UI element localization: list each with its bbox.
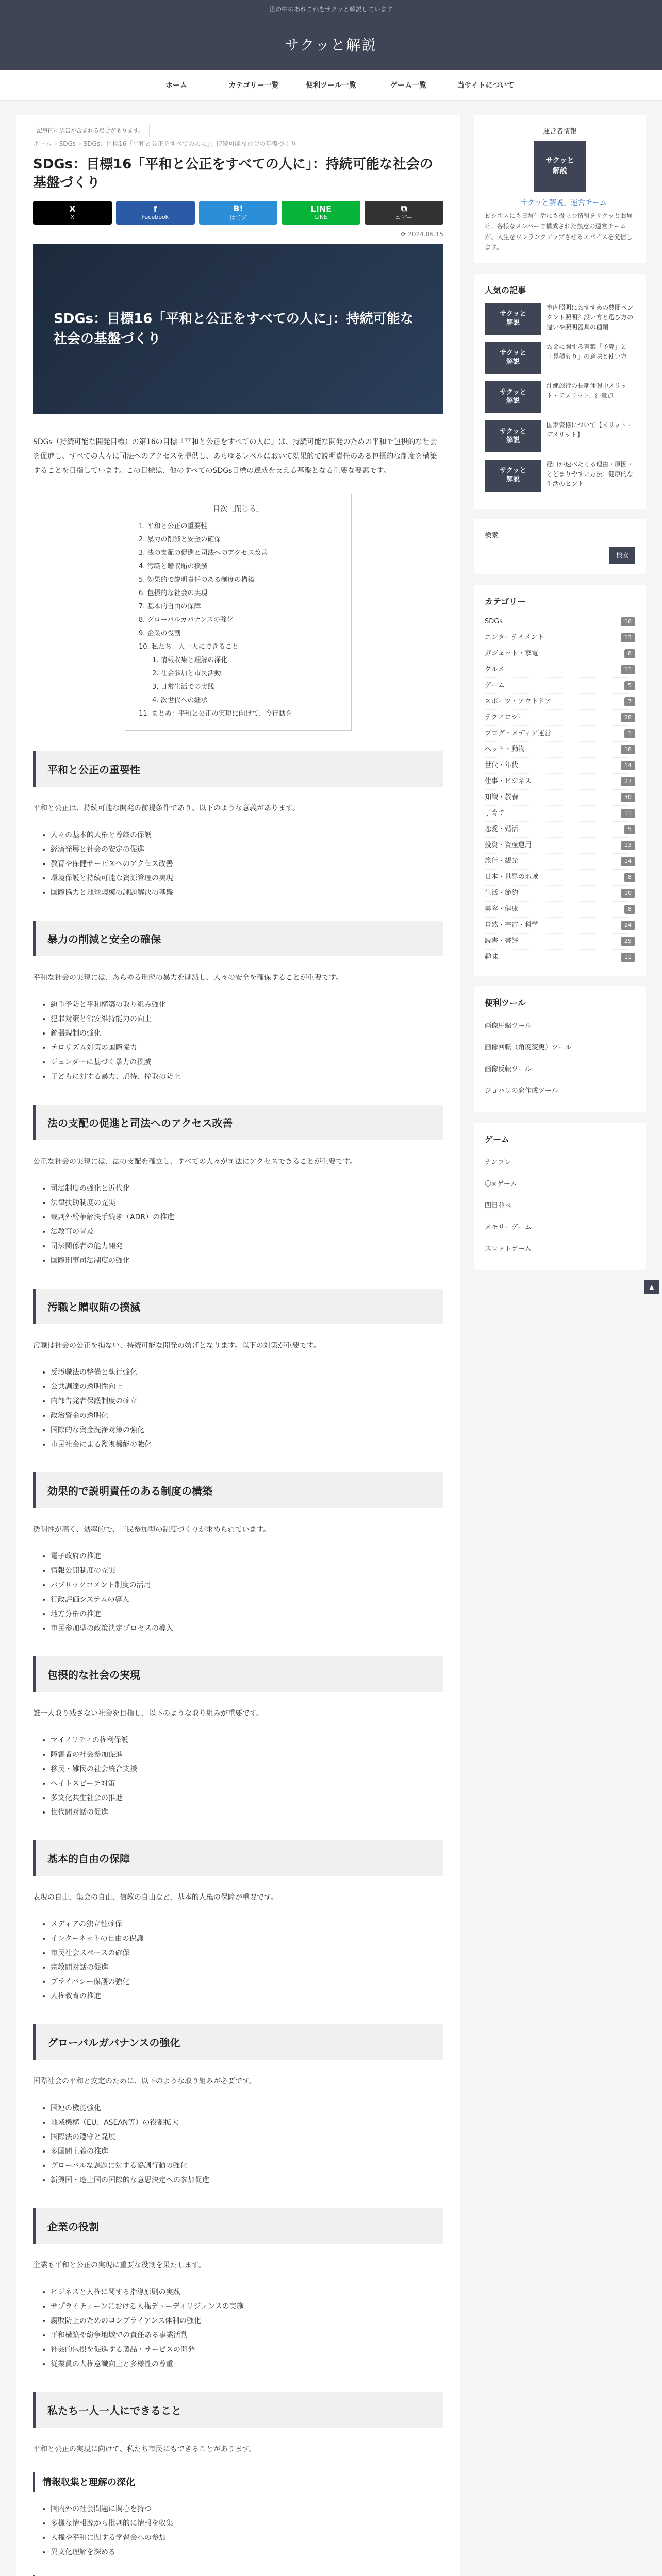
breadcrumb-category[interactable]: SDGs [59,140,76,147]
games-title: ゲーム [485,1134,510,1144]
section-text: 汚職は社会の公正を損ない、持続可能な開発の妨げとなります。以下の対策が重要です。 [33,1341,321,1350]
section-text: 平和な社会の実現には、あらゆる形態の暴力を削減し、人々の安全を確保することが重要です。 [33,973,343,982]
category-item[interactable] [485,694,635,710]
popular-list [485,303,635,492]
list-item: • サプライチェーンにおける人権デューディリジェンスの実施 [51,2299,443,2314]
list-item: • メディアの独立性確保 [51,1917,443,1931]
section-text: 表現の自由、集会の自由、信教の自由など、基本的人権の保障が重要です。 [33,1893,278,1902]
hero-title: SDGs：目標16「平和と公正をすべての人に」：持続可能な社会の基盤づくり [54,311,413,347]
list-item: • 新興国・途上国の国際的な意思決定への参加促進 [51,2173,443,2188]
site-logo [534,141,586,192]
category-count: 11 [621,665,635,674]
list-item: • ビジネスと人権に関する指導原則の実践 [51,2285,443,2299]
category-count: 1 [624,729,635,738]
list-item: • 政治資金の透明化 [51,1409,443,1423]
toc-item[interactable]: 8. グローバルガバナンスの強化 [139,616,234,624]
toc-title[interactable]: 目次［閉じる］ [213,504,263,513]
section-list [51,1917,443,2004]
list-item: • インターネットの自由の保護 [51,1931,443,1946]
site-title[interactable]: サクッと解説 [285,37,377,54]
back-to-top-button[interactable]: ▲ [644,1280,659,1294]
list-item: • 行政評価システムの導入 [51,1592,443,1607]
section-heading: 汚職と贈収賄の撲滅 [33,1289,443,1324]
category-name[interactable]: SDGs [485,617,503,625]
share-label: X [70,214,75,221]
list-item: • 市民社会スペースの確保 [51,1946,443,1960]
list-item: • 銃器規制の強化 [51,1026,443,1041]
popular-item-title[interactable]: 経口が速べたくる理由・原因・とどまりやすい方法：健康的な生活のヒント [547,460,634,487]
toc-item[interactable]: 3. 日常生活での実践 [152,683,214,691]
list-item: • 法教育の普及 [51,1225,443,1239]
list-item: • 世代間対話の促進 [51,1805,443,1820]
category-count: 24 [621,921,635,930]
list-item: • 宗教間対話の促進 [51,1960,443,1975]
category-name[interactable]: ガジェット・家電 [485,649,538,657]
category-name[interactable]: 読書・書評 [485,937,519,945]
popular-item[interactable] [485,420,635,452]
tool-link[interactable]: ジョハリの窓作成ツール [485,1087,558,1095]
category-item[interactable] [485,838,635,854]
category-count: 8 [624,873,635,882]
section-list [51,2285,443,2371]
category-item[interactable] [485,630,635,646]
list-item: • 人権や平和に関する学習会への参加 [51,2531,443,2545]
toc-item[interactable]: 1. 平和と公正の重要性 [139,522,208,530]
section-text: 企業も平和と公正の実現に重要な役割を果たします。 [33,2261,206,2269]
category-name[interactable]: 子育て [485,809,505,817]
article-main [16,115,460,2576]
share-label: LINE [315,214,328,221]
list-item: • 障害者の社会参加促進 [51,1748,443,1762]
list-item: • 市民参加型の政策決定プロセスの導入 [51,1621,443,1636]
list-item: • 反汚職法の整備と執行強化 [51,1365,443,1380]
toc-item[interactable]: 7. 基本的自由の保障 [139,602,201,611]
category-count: 30 [621,793,635,802]
list-item: • 司法関係者の能力開発 [51,1239,443,1253]
x-icon: X [69,204,76,214]
toc-item[interactable]: 4. 次世代への継承 [152,696,208,704]
toc-item[interactable]: 4. 汚職と贈収賄の撲滅 [139,562,208,570]
admin-widget [474,115,646,263]
list-item: • 情報公開制度の充実 [51,1564,443,1578]
toc-item[interactable]: 3. 法の支配の促進と司法へのアクセス改善 [139,549,268,557]
section-heading: 企業の役割 [33,2208,443,2244]
category-count: 18 [621,745,635,754]
category-count: 27 [621,777,635,786]
list-item: • 人々の基本的人権と尊厳の保護 [51,828,443,842]
thumb-line: サクッと [500,466,526,474]
toc-item[interactable]: 2. 社会参加と市民活動 [152,669,221,677]
popular-thumbnail [485,342,541,374]
category-name[interactable]: ゲーム [485,681,505,689]
thumb-line: 解説 [506,318,520,327]
toc-item[interactable]: 9. 企業の役割 [139,629,181,637]
toc-item[interactable]: 1. 情報収集と理解の深化 [152,656,228,664]
category-item[interactable] [485,614,635,630]
admin-name[interactable]: 「サクッと解説」運営チーム [513,199,607,207]
popular-thumbnail [485,303,541,335]
category-count: 5 [624,681,635,690]
tool-link[interactable]: 画像圧縮ツール [485,1022,532,1030]
list-item: • 内部告発者保護制度の確立 [51,1394,443,1409]
popular-thumbnail [485,460,541,492]
category-item[interactable] [485,822,635,838]
subsection-list [51,2502,443,2560]
list-item: • 犯罪対策と治安維持能力の向上 [51,1012,443,1026]
popular-item[interactable] [485,460,635,492]
thumb-line: 解説 [506,436,520,444]
section-list [51,1733,443,1820]
category-name[interactable]: スポーツ・アウトドア [485,697,552,705]
section-heading: 暴力の削減と安全の確保 [33,921,443,956]
section-text: 公正な社会の実現には、法の支配を確立し、すべての人々が司法にアクセスできることが重要です。 [33,1157,357,1166]
games-list [485,1152,635,1260]
category-count: 28 [621,713,635,722]
category-name[interactable]: 知識・教養 [485,793,519,801]
section-heading: 法の支配の促進と司法へのアクセス改善 [33,1105,443,1140]
publish-date: ⟳ 2024.06.15 [401,230,443,238]
category-count: 11 [621,809,635,818]
popular-item-title[interactable]: お金に関する言葉「予算」と「見積もり」の意味と使い方 [547,343,627,360]
search-widget [474,519,646,574]
list-item: • 移民・難民の社会統合支援 [51,1762,443,1776]
thumb-line: サクッと [500,388,526,396]
date-text: 2024.06.15 [408,230,443,238]
sidebar [474,115,646,2576]
popular-item-title[interactable]: 国家資格について【メリット・デメリット】 [547,421,633,438]
category-name[interactable]: 旅行・観光 [485,857,519,865]
category-name[interactable]: エンターテイメント [485,633,544,641]
table-of-contents [125,494,352,731]
category-count: 8 [624,649,635,658]
nav-tools[interactable]: 便利ツール一覧 [306,81,356,90]
category-name[interactable]: テクノロジー [485,713,525,721]
category-item[interactable] [485,726,635,742]
list-item: • 環境保護と持続可能な資源管理の実現 [51,871,443,886]
article-sections [33,751,443,2371]
section-list [51,828,443,900]
breadcrumb-current: SDGs：目標16「平和と公正をすべての人に」：持続可能な社会の基盤づくり [83,140,297,147]
popular-item[interactable] [485,381,635,413]
category-count: 11 [621,953,635,962]
logo-line: 解説 [553,167,567,175]
list-item: • 腐敗防止のためのコンプライアンス体制の強化 [51,2314,443,2328]
category-widget [474,585,646,976]
toc-item[interactable]: 2. 暴力の削減と安全の確保 [139,535,221,544]
list-item: • 教育や保健サービスへのアクセス改善 [51,857,443,871]
share-copy-button[interactable] [365,201,443,225]
game-link[interactable]: 〇×ゲーム [485,1180,517,1188]
category-item[interactable] [485,918,635,934]
popular-item[interactable] [485,303,635,335]
site-header [0,19,662,70]
section-text: 平和と公正の実現に向けて、私たち市民にもできることがあります。 [33,2445,256,2453]
popular-widget [474,274,646,509]
thumb-line: サクッと [500,427,526,435]
category-item[interactable] [485,806,635,822]
category-name[interactable]: 生活・節約 [485,889,519,897]
category-item[interactable] [485,662,635,678]
popular-item[interactable] [485,342,635,374]
list-item: • 地域機構（EU、ASEAN等）の役割拡大 [51,2115,443,2130]
list-item: • 地方分権の推進 [51,1607,443,1621]
category-name[interactable]: 仕事・ビジネス [485,777,532,785]
tools-widget [474,986,646,1112]
category-item[interactable] [485,870,635,886]
category-count: 13 [621,633,635,642]
search-button[interactable]: 検索 [609,547,635,564]
list-item: • マイノリティの権利保護 [51,1733,443,1748]
thumb-line: 解説 [506,475,520,483]
category-name[interactable]: ペット・動物 [485,745,525,753]
thumb-line: サクッと [500,310,526,318]
category-item[interactable] [485,678,635,694]
game-link[interactable]: ナンプレ [485,1158,511,1166]
category-item[interactable] [485,950,635,965]
toc-list [139,520,338,721]
list-item: • 紛争予防と平和構築の取り組み強化 [51,997,443,1012]
list-item: • 公共調達の透明性向上 [51,1380,443,1394]
topbar-text: 世の中のあれこれをサクッと解説しています [269,6,393,13]
share-x-button[interactable] [33,201,112,225]
list-item: • パブリックコメント制度の活用 [51,1578,443,1592]
category-name[interactable]: 世代・年代 [485,761,519,769]
category-count: 25 [621,937,635,946]
list-item: • 子どもに対する暴力、虐待、搾取の防止 [51,1070,443,1084]
toc-item[interactable]: 10. 私たち一人一人にできること [139,642,239,651]
section-list [51,1181,443,1268]
list-item: • 国際協力と地球規模の課題解決の基盤 [51,886,443,900]
section-text: 国際社会の平和と安定のために、以下のような取り組みが必要です。 [33,2077,256,2086]
article-subsections [33,2472,443,2576]
category-item[interactable] [485,710,635,726]
section-heading: 効果的で説明責任のある制度の構築 [33,1472,443,1508]
section-heading: グローバルガバナンスの強化 [33,2024,443,2060]
section-text: 誰一人取り残さない社会を目指し、以下のような取り組みが重要です。 [33,1709,263,1718]
list-item: • 従業員の人権意識向上と多様性の尊重 [51,2357,443,2371]
popular-thumbnail [485,420,541,452]
list-item: • 市民社会による監視機能の強化 [51,1437,443,1452]
list-item: • プライバシー保護の強化 [51,1975,443,1989]
category-item[interactable] [485,790,635,806]
list-item: • ヘイトスピーチ対策 [51,1776,443,1791]
list-item: • 経済発展と社会の安定の促進 [51,842,443,857]
list-item: • グローバルな課題に対する協調行動の強化 [51,2159,443,2173]
list-item: • 司法制度の強化と近代化 [51,1181,443,1196]
section-heading: 私たち一人一人にできること [33,2392,443,2428]
section-text: 透明性が高く、効率的で、市民参加型の制度づくりが求められています。 [33,1525,271,1534]
popular-title: 人気の記事 [485,285,526,295]
admin-description: ビジネスにも日常生活にも役立つ情報をサクッとお届け。各様なメンバーで構成された熱意の運営チームが、人生をワンランクアップさせるスパイスを発信します。 [485,212,633,251]
popular-thumbnail [485,381,541,413]
category-count: 14 [621,761,635,770]
category-item[interactable] [485,934,635,950]
share-label: はてブ [229,214,247,221]
category-list [485,614,635,965]
game-link[interactable]: メモリーゲーム [485,1223,532,1231]
list-item: • 社会的包摂を促進する製品・サービスの開発 [51,2343,443,2357]
tool-link[interactable]: 画像反転ツール [485,1065,532,1073]
category-name[interactable]: グルメ [485,665,505,673]
list-item: • 国連の機能強化 [51,2101,443,2115]
category-item[interactable] [485,774,635,790]
category-item[interactable] [485,854,635,870]
list-item: • 国内外の社会問題に関心を持つ [51,2502,443,2516]
game-link[interactable]: スロットゲーム [485,1245,532,1253]
category-count: 5 [624,825,635,834]
copy-icon: ⧉ [401,203,407,213]
section-text: 平和と公正は、持続可能な開発の前提条件であり、以下のような意義があります。 [33,804,300,812]
list-item: • 多様な情報源から批判的に情報を収集 [51,2516,443,2531]
game-link[interactable]: 四目並べ [485,1201,512,1210]
section-heading: 基本的自由の保障 [33,1840,443,1876]
category-item[interactable] [485,902,635,918]
breadcrumb-home[interactable]: ホーム [33,140,52,147]
list-item: • 平和構築や紛争地域での責任ある事業活動 [51,2328,443,2343]
share-facebook-button[interactable] [116,201,195,225]
tool-link[interactable]: 画像回転（角度変更）ツール [485,1043,572,1052]
hero-image [33,244,443,414]
category-name[interactable]: 恋愛・婚活 [485,825,519,833]
share-label: Facebook [142,214,169,221]
section-heading: 包摂的な社会の実現 [33,1656,443,1692]
games-widget [474,1123,646,1270]
share-line-button[interactable] [282,201,360,225]
category-name[interactable]: 投資・資産運用 [485,841,532,849]
list-item: • 電子政府の推進 [51,1549,443,1564]
section-list [51,2101,443,2188]
category-name[interactable]: ブログ・メディア運営 [485,729,551,737]
list-item: • ジェンダーに基づく暴力の撲滅 [51,1055,443,1070]
category-item[interactable] [485,886,635,902]
category-count: 10 [621,889,635,898]
search-input[interactable] [485,547,606,564]
list-item: • 異文化理解を深める [51,2545,443,2560]
nav-games[interactable]: ゲーム一覧 [390,81,426,90]
ad-notice: 記事内に広告が含まれる場合があります。 [31,124,150,137]
section-list [51,1549,443,1636]
tools-title: 便利ツール [485,997,526,1008]
list-item: • テロリズム対策の国際協力 [51,1041,443,1055]
tools-list [485,1015,635,1102]
list-item: • 国際刑事司法制度の強化 [51,1253,443,1268]
list-item: • 国際法の遵守と発展 [51,2130,443,2144]
category-count: 8 [624,905,635,914]
toc-item[interactable]: 5. 効果的で説明責任のある制度の構築 [139,575,255,584]
category-name[interactable]: 自然・宇宙・科学 [485,921,539,929]
main-nav [0,70,662,101]
section-list [51,1365,443,1452]
category-title: カテゴリー [485,596,526,606]
list-item: • 多文化共生社会の推進 [51,1791,443,1805]
category-item[interactable] [485,758,635,774]
nav-home[interactable]: ホーム [166,81,187,90]
popular-item-title[interactable]: 室内照明におすすめの豊間ペンダント照明？設い方と選び方の違いや照明器具の種類 [547,303,634,331]
logo-line: サクッと [545,157,574,165]
share-label: コピー [395,214,412,221]
nav-about[interactable]: 当サイトについて [457,81,515,90]
search-title: 検索 [485,531,499,539]
subsection-heading: 情報収集と理解の深化 [33,2472,443,2492]
list-item: • 多国間主義の推進 [51,2144,443,2159]
thumb-line: 解説 [506,397,520,405]
admin-widget-title: 運営者情報 [543,128,577,135]
thumb-line: サクッと [500,349,526,357]
category-item[interactable] [485,742,635,758]
category-count: 13 [621,841,635,850]
topbar [0,0,662,19]
category-count: 7 [624,697,635,706]
toc-item[interactable]: 11. まとめ：平和と公正の実現に向けて、今行動を [139,709,292,718]
breadcrumb: ホーム › SDGs › SDGs：目標16「平和と公正をすべての人に」：持続可能な社会の基盤づくり [33,140,297,147]
facebook-icon: f [153,204,157,214]
intro-text: SDGs（持続可能な開発目標）の第16の目標「平和と公正をすべての人に」は、持続可能な開発のための平和で包摂的な社会を促進し、すべての人々に司法へのアクセスを提供し、あらゆるレベルにおいて効果的で説明責任のある包摂的な制度を構築することを目指しています。この目標は、他のすべてのSDGs目標の達成を支える基盤となる重要な要素です。 [33,437,437,475]
section-heading: 平和と公正の重要性 [33,751,443,787]
list-item: • 裁判外紛争解決手続き（ADR）の推進 [51,1210,443,1225]
thumb-line: 解説 [506,358,520,366]
list-item: • 人権教育の推進 [51,1989,443,2004]
share-hatena-button[interactable] [199,201,278,225]
category-item[interactable] [485,646,635,662]
share-buttons [33,201,443,225]
toc-item[interactable]: 6. 包摂的な社会の実現 [139,589,208,597]
list-item: • 国際的な資金洗浄対策の強化 [51,1423,443,1437]
popular-item-title[interactable]: 沖縄旅行の長期休暇中メリット・デメリット、注意点 [547,382,627,399]
category-count: 14 [621,857,635,866]
section-list [51,997,443,1084]
nav-categories[interactable]: カテゴリー一覧 [228,81,279,90]
list-item: • 法律扶助制度の充実 [51,1196,443,1210]
hatena-icon: B! [233,203,243,213]
category-name[interactable]: 美容・健康 [485,905,519,913]
category-name[interactable]: 日本・世界の地域 [485,873,539,881]
line-icon: LINE [310,204,332,214]
page-title: SDGs：目標16「平和と公正をすべての人に」：持続可能な社会の基盤づくり [33,157,433,191]
category-name[interactable]: 趣味 [485,953,499,961]
category-count: 16 [621,617,635,626]
